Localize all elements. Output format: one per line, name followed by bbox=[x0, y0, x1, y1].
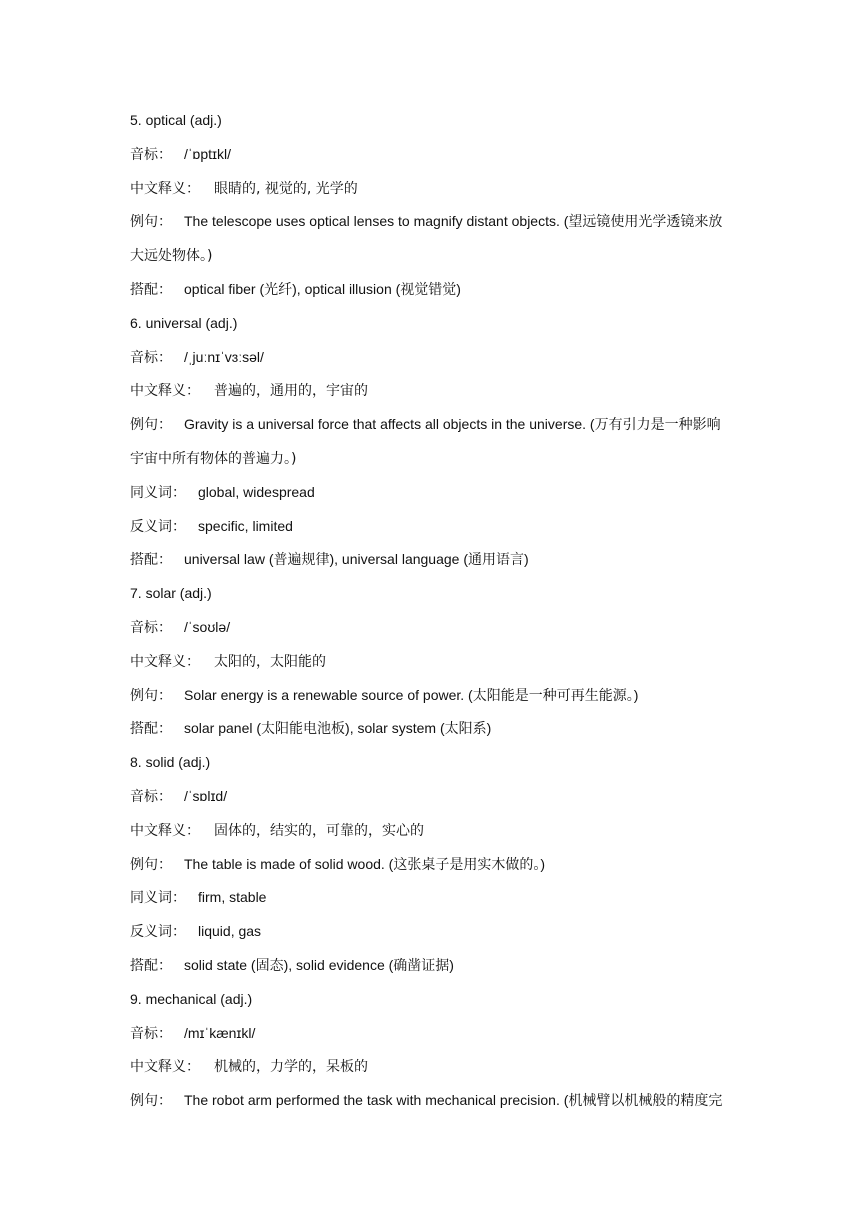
phonetic-line bbox=[130, 341, 740, 375]
collocation-line bbox=[130, 543, 740, 577]
collocation-value: universal law (普遍规律), universal language (通用语言) bbox=[184, 551, 529, 568]
collocation-label: 搭配： bbox=[130, 552, 172, 569]
phonetic-value: /mɪˈkænɪkl/ bbox=[184, 1024, 256, 1041]
example-label: 例句： bbox=[130, 856, 172, 873]
meaning-value: 普遍的，通用的，宇宙的 bbox=[214, 383, 368, 400]
meaning-line bbox=[130, 1050, 740, 1084]
example-text: The telescope uses optical lenses to magnify distant objects. (望远镜使用光学透镜来放 bbox=[184, 213, 723, 230]
collocation-value: optical fiber (光纤), optical illusion (视觉错觉) bbox=[184, 280, 461, 297]
synonym-value: global, widespread bbox=[198, 483, 315, 500]
collocation-value: solar panel (太阳能电池板), solar system (太阳系) bbox=[184, 720, 492, 737]
entry-heading-text: 8. solid (adj.) bbox=[130, 754, 211, 771]
example-label: 例句： bbox=[130, 214, 172, 231]
antonym-label: 反义词： bbox=[130, 518, 186, 535]
meaning-value: 机械的，力学的，呆板的 bbox=[214, 1059, 368, 1076]
example-line bbox=[130, 679, 740, 713]
meaning-line bbox=[130, 645, 740, 679]
antonym-line bbox=[130, 915, 740, 949]
meaning-value: 眼睛的, 视觉的, 光学的 bbox=[214, 180, 358, 197]
meaning-label: 中文释义： bbox=[130, 822, 200, 839]
phonetic-label: 音标： bbox=[130, 146, 172, 163]
example-text: Gravity is a universal force that affects all objects in the universe. (万有引力是一种影响 bbox=[184, 416, 721, 433]
meaning-line bbox=[130, 172, 740, 206]
antonym-value: liquid, gas bbox=[198, 923, 262, 940]
meaning-value: 固体的，结实的，可靠的，实心的 bbox=[214, 822, 424, 839]
collocation-line bbox=[130, 712, 740, 746]
example-label: 例句： bbox=[130, 687, 172, 704]
collocation-label: 搭配： bbox=[130, 957, 172, 974]
example-text: The robot arm performed the task with mechanical precision. (机械臂以机械般的精度完 bbox=[184, 1092, 723, 1109]
phonetic-line bbox=[130, 780, 740, 814]
vocabulary-list bbox=[130, 104, 740, 1118]
example-line bbox=[130, 1084, 740, 1118]
collocation-label: 搭配： bbox=[130, 281, 172, 298]
entry-heading bbox=[130, 577, 740, 611]
antonym-label: 反义词： bbox=[130, 924, 186, 941]
meaning-line bbox=[130, 814, 740, 848]
meaning-value: 太阳的，太阳能的 bbox=[214, 653, 326, 670]
example-line bbox=[130, 205, 740, 239]
meaning-label: 中文释义： bbox=[130, 383, 200, 400]
phonetic-value: /ˌjuːnɪˈvɜːsəl/ bbox=[184, 348, 264, 365]
phonetic-value: /ˈsoʊlə/ bbox=[184, 618, 231, 635]
phonetic-label: 音标： bbox=[130, 1025, 172, 1042]
example-label: 例句： bbox=[130, 417, 172, 434]
entry-heading bbox=[130, 307, 740, 341]
meaning-label: 中文释义： bbox=[130, 653, 200, 670]
entry-heading-text: 5. optical (adj.) bbox=[130, 112, 222, 128]
synonym-line bbox=[130, 881, 740, 915]
example-text: The table is made of solid wood. (这张桌子是用实木做的。) bbox=[184, 855, 545, 872]
synonym-label: 同义词： bbox=[130, 890, 186, 907]
example-continuation bbox=[130, 442, 740, 476]
phonetic-value: /ˈɒptɪkl/ bbox=[184, 145, 231, 162]
phonetic-label: 音标： bbox=[130, 788, 172, 805]
antonym-value: specific, limited bbox=[198, 517, 293, 534]
entry-heading bbox=[130, 746, 740, 780]
collocation-label: 搭配： bbox=[130, 721, 172, 738]
phonetic-label: 音标： bbox=[130, 349, 172, 366]
meaning-line bbox=[130, 374, 740, 408]
example-label: 例句： bbox=[130, 1093, 172, 1110]
example-continuation bbox=[130, 239, 740, 273]
entry-heading-text: 9. mechanical (adj.) bbox=[130, 990, 253, 1007]
phonetic-line bbox=[130, 1017, 740, 1051]
synonym-label: 同义词： bbox=[130, 484, 186, 501]
example-text-continued: 宇宙中所有物体的普遍力。) bbox=[130, 450, 297, 467]
phonetic-line bbox=[130, 138, 740, 172]
example-text: Solar energy is a renewable source of power. (太阳能是一种可再生能源。) bbox=[184, 686, 639, 703]
entry-heading bbox=[130, 104, 740, 138]
collocation-value: solid state (固态), solid evidence (确凿证据) bbox=[184, 956, 454, 973]
example-line bbox=[130, 848, 740, 882]
example-text-continued: 大远处物体。) bbox=[130, 248, 213, 265]
collocation-line bbox=[130, 949, 740, 983]
meaning-label: 中文释义： bbox=[130, 180, 200, 197]
example-line bbox=[130, 408, 740, 442]
phonetic-label: 音标： bbox=[130, 619, 172, 636]
phonetic-value: /ˈsɒlɪd/ bbox=[184, 787, 228, 804]
collocation-line bbox=[130, 273, 740, 307]
synonym-line bbox=[130, 476, 740, 510]
entry-heading bbox=[130, 983, 740, 1017]
meaning-label: 中文释义： bbox=[130, 1059, 200, 1076]
entry-heading-text: 6. universal (adj.) bbox=[130, 314, 238, 331]
synonym-value: firm, stable bbox=[198, 889, 267, 906]
antonym-line bbox=[130, 510, 740, 544]
phonetic-line bbox=[130, 611, 740, 645]
entry-heading-text: 7. solar (adj.) bbox=[130, 585, 212, 602]
